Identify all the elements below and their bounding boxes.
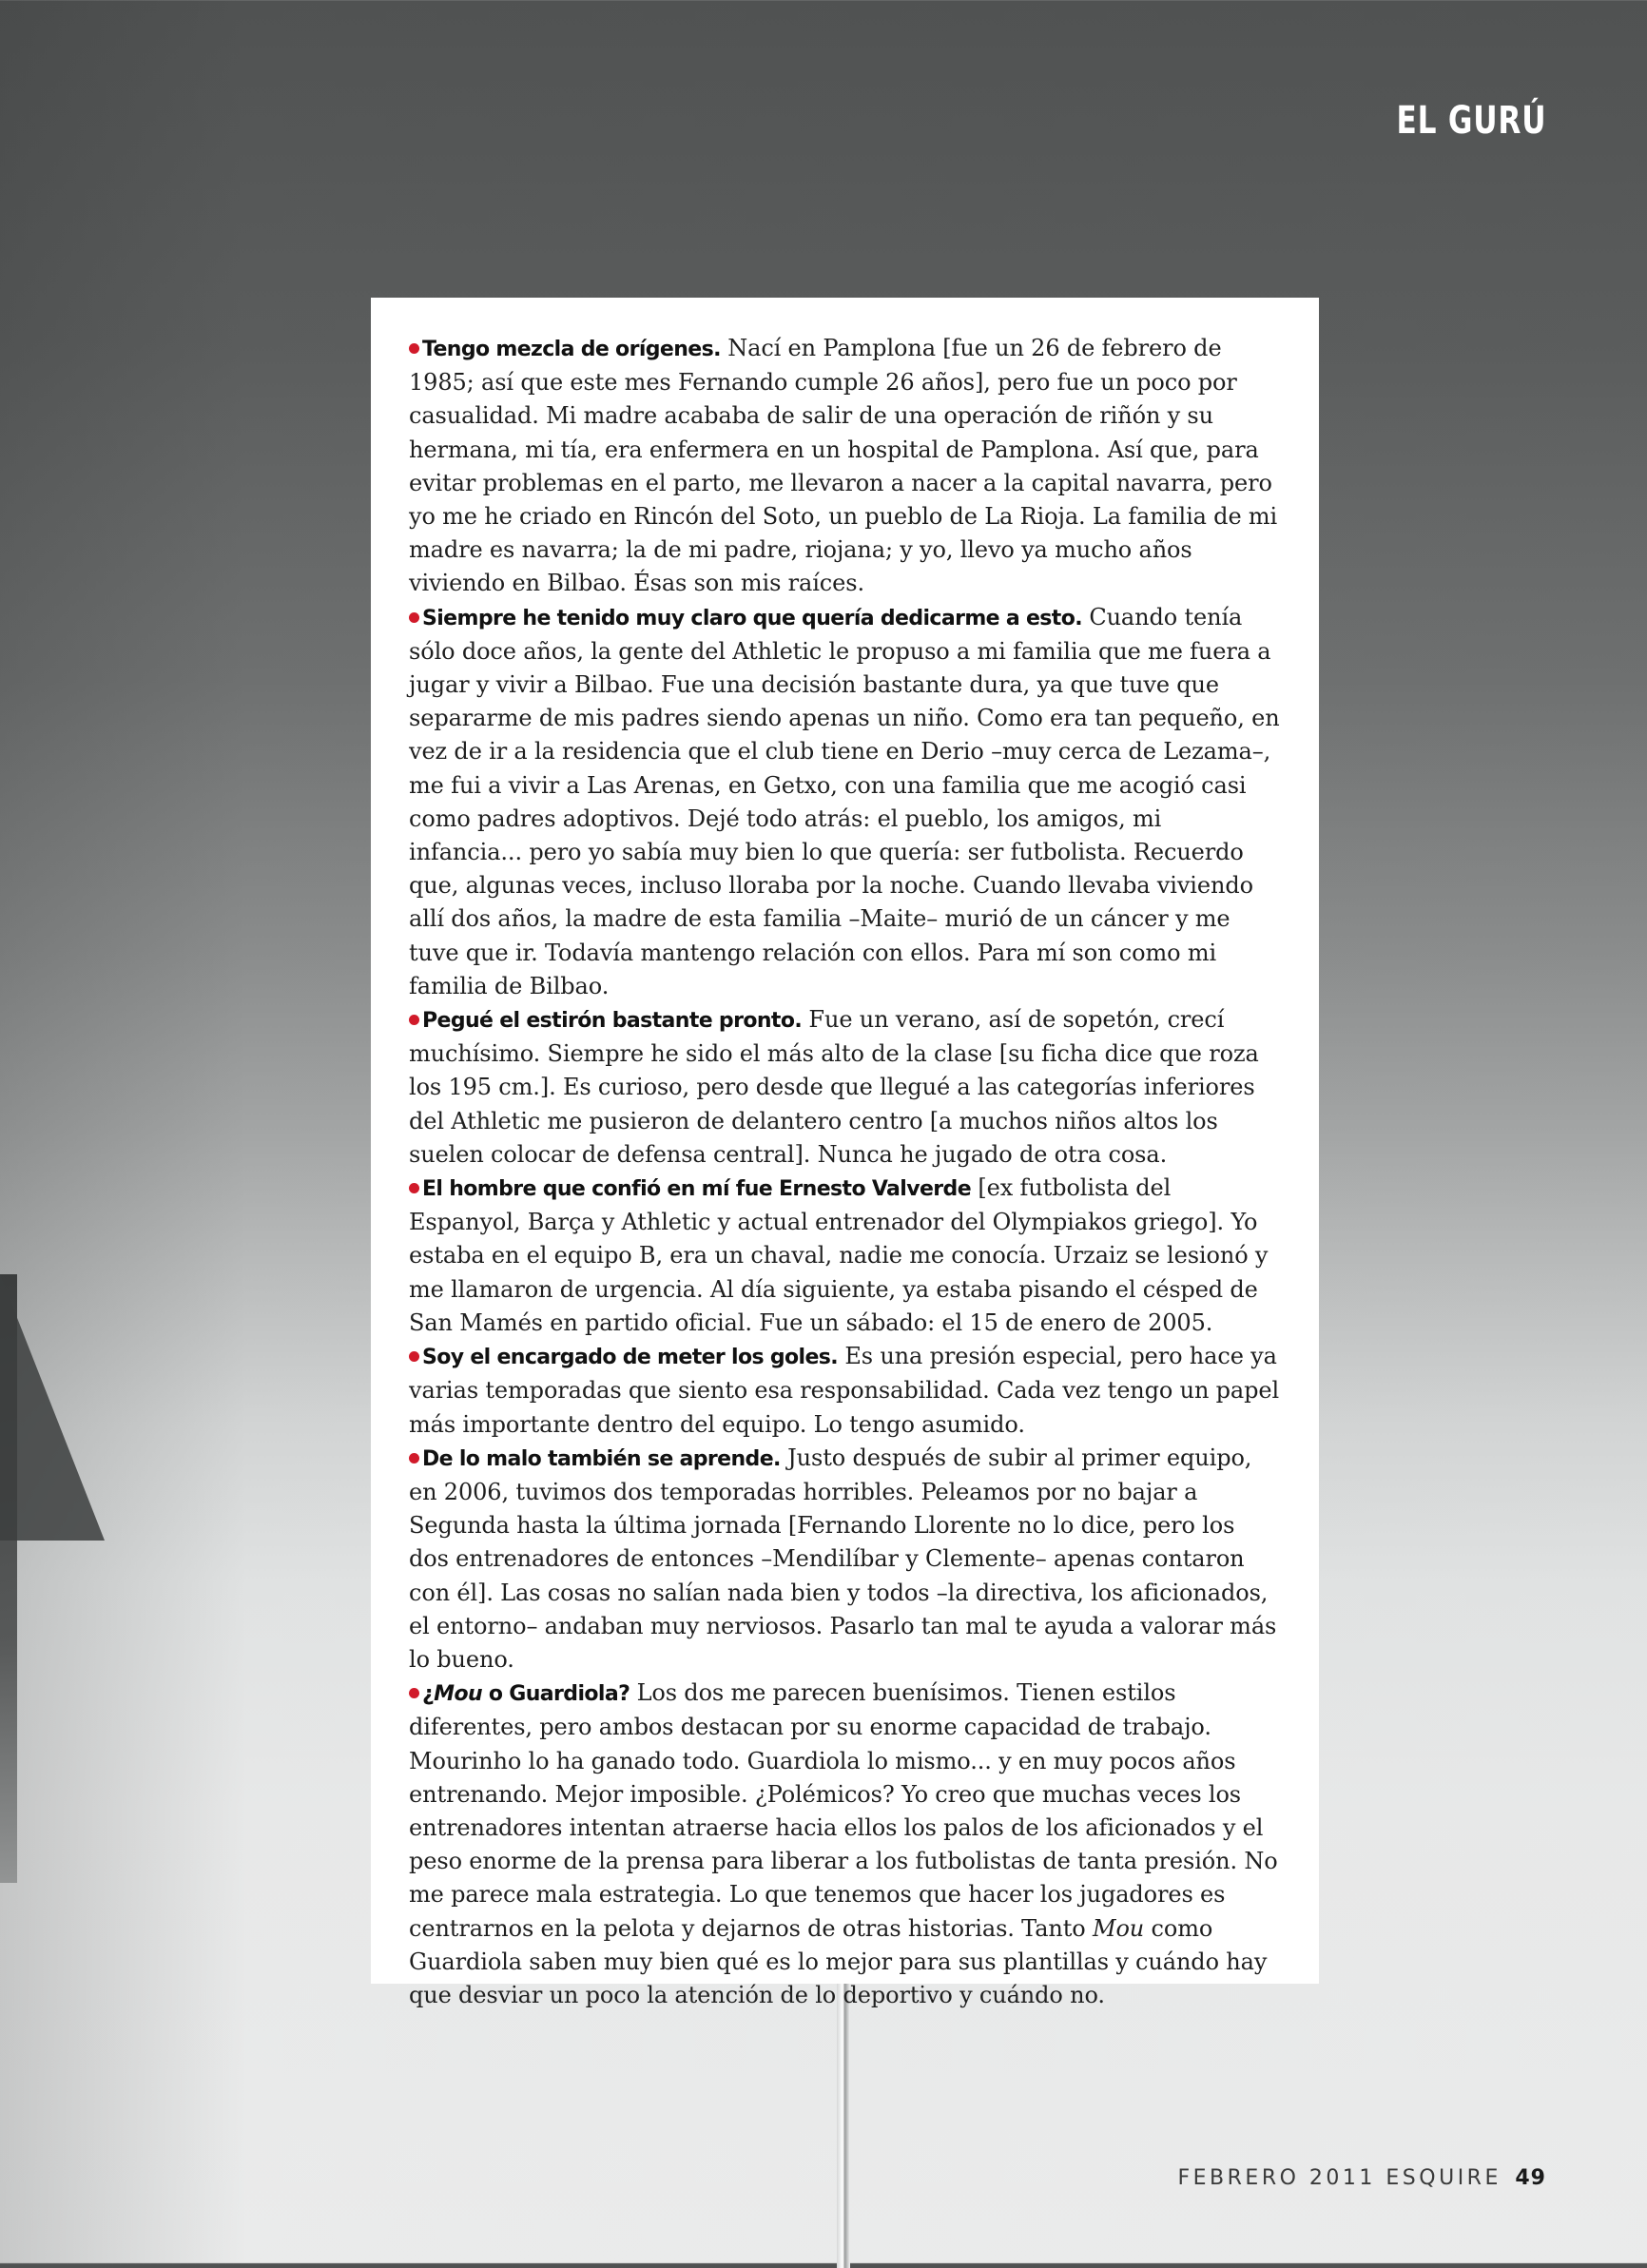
lead-italic: Mou	[434, 1682, 483, 1707]
bullet-icon	[409, 612, 419, 623]
paragraph-lead: Pegué el estirón bastante pronto.	[422, 1009, 803, 1034]
page-footer	[1178, 2166, 1547, 2190]
paragraph-vocation	[409, 601, 1281, 1003]
paragraph-body: [ex futbolista del Espanyol, Barça y Athletic y actual entrenador del Olympiakos griego]. Yo estaba en el equipo B, era un chaval, nadie me conocía. Urzaiz se lesionó y me llamaron de urgencia. Al día siguiente, ya estaba pisando el césped de San Mamés en partido oficial. Fue un sábado: el 15 de enero de 2005.	[409, 1174, 1269, 1336]
photo-dark-shape	[0, 1274, 105, 1541]
paragraph-body: Nací en Pamplona [fue un 26 de febrero de 1985; así que este mes Fernando cumple 26 años], pero fue un poco por casualidad. Mi madre acababa de salir de una operación de riñón y su hermana, mi tía, era enfermera en un hospital de Pamplona. Así que, para evitar problemas en el parto, me llevaron a nacer a la capital navarra, pero yo me he criado en Rincón del Soto, un pueblo de La Rioja. La familia de mi madre es navarra; la de mi padre, riojana; y yo, llevo ya mucho años viviendo en Bilbao. Ésas son mis raíces.	[409, 335, 1278, 597]
paragraph-lead: Soy el encargado de meter los goles.	[422, 1346, 839, 1370]
page-number: 49	[1515, 2166, 1546, 2190]
paragraph-body-part1: Los dos me parecen buenísimos. Tienen estilos diferentes, pero ambos destacan por su enorme capacidad de trabajo. Mourinho lo ha ganado todo. Guardiola lo mismo... y en muy pocos años entrenando. Mejor imposible. ¿Polémicos? Yo creo que muchas veces los entrenadores intentan atraerse hacia ellos los palos de los aficionados y el peso enorme de la prensa para liberar a los futbolistas de tanta presión. No me parece mala estrategia. Lo que tenemos que hacer los jugadores es centrarnos en la pelota y dejarnos de otras historias. Tanto	[409, 1679, 1278, 1942]
background-shadow	[0, 0, 247, 2263]
paragraph-lead: Siempre he tenido muy claro que quería dedicarme a esto.	[422, 606, 1082, 630]
bullet-icon	[409, 1015, 419, 1025]
section-title: EL GURÚ	[1396, 99, 1546, 143]
paragraph-lead: Tengo mezcla de orígenes.	[422, 338, 721, 361]
footer-text: FEBRERO 2011 ESQUIRE	[1177, 2166, 1502, 2190]
paragraph-lead: De lo malo también se aprende.	[422, 1446, 781, 1471]
paragraph-body: Fue un verano, así de sopetón, crecí muchísimo. Siempre he sido el más alto de la clase [su ficha dice que roza los 195 cm.]. Es curioso, pero desde que llegué a las categorías inferiores del Athletic me pusieron de delantero centro [a muchos niños altos los suelen colocar de defensa central]. Nunca he jugado de otra cosa.	[409, 1006, 1259, 1168]
paragraph-bad-times	[409, 1442, 1281, 1677]
bullet-icon	[409, 343, 419, 354]
paragraph-body-italic: Mou	[1092, 1914, 1145, 1942]
photo-stand	[837, 1983, 850, 2268]
paragraph-goals	[409, 1340, 1281, 1442]
article-text-box	[371, 298, 1319, 2008]
lead-prefix: ¿	[422, 1682, 435, 1707]
paragraph-body: Es una presión especial, pero hace ya varias temporadas que siento esa responsabilidad. Cada vez tengo un papel más importante dentro del equipo. Lo tengo asumido.	[409, 1343, 1280, 1438]
paragraph-body-part2: como Guardiola saben muy bien qué es lo mejor para sus plantillas y cuándo hay que desviar un poco la atención de lo deportivo y cuándo no.	[409, 1914, 1268, 2008]
paragraph-lead: El hombre que confió en mí fue Ernesto Valverde	[422, 1177, 972, 1202]
paragraph-mou-guardiola	[409, 1677, 1281, 2012]
bullet-icon	[409, 1688, 419, 1698]
bullet-icon	[409, 1351, 419, 1362]
paragraph-lead	[422, 1682, 630, 1706]
paragraph-growth	[409, 1003, 1281, 1172]
paragraph-valverde	[409, 1172, 1281, 1340]
paragraph-body: Justo después de subir al primer equipo, en 2006, tuvimos dos temporadas horribles. Peleamos por no bajar a Segunda hasta la última jornada [Fernando Llorente no lo dice, pero los dos entrenadores de entonces –Mendilíbar y Clemente– apenas contaron con él]. Las cosas no salían nada bien y todos –la directiva, los aficionados, el entorno– andaban muy nerviosos. Pasarlo tan mal te ayuda a valorar más lo bueno.	[409, 1444, 1277, 1673]
bullet-icon	[409, 1183, 419, 1193]
paragraph-origins	[409, 332, 1281, 601]
lead-suffix: o Guardiola?	[482, 1682, 630, 1707]
bullet-icon	[409, 1453, 419, 1464]
paragraph-body: Cuando tenía sólo doce años, la gente del Athletic le propuso a mi familia que me fuera a jugar y vivir a Bilbao. Fue una decisión bastante dura, ya que tuve que separarme de mis padres siendo apenas un niño. Como era tan pequeño, en vez de ir a la residencia que el club tiene en Derio –muy cerca de Lezama–, me fui a vivir a Las Arenas, en Getxo, con una familia que me acogió casi como padres adoptivos. Dejé todo atrás: el pueblo, los amigos, mi infancia... pero yo sabía muy bien lo que quería: ser futbolista. Recuerdo que, algunas veces, incluso lloraba por la noche. Cuando llevaba viviendo allí dos años, la madre de esta familia –Maite– murió de un cáncer y me tuve que ir. Todavía mantengo relación con ellos. Para mí son como mi familia de Bilbao.	[409, 603, 1280, 999]
